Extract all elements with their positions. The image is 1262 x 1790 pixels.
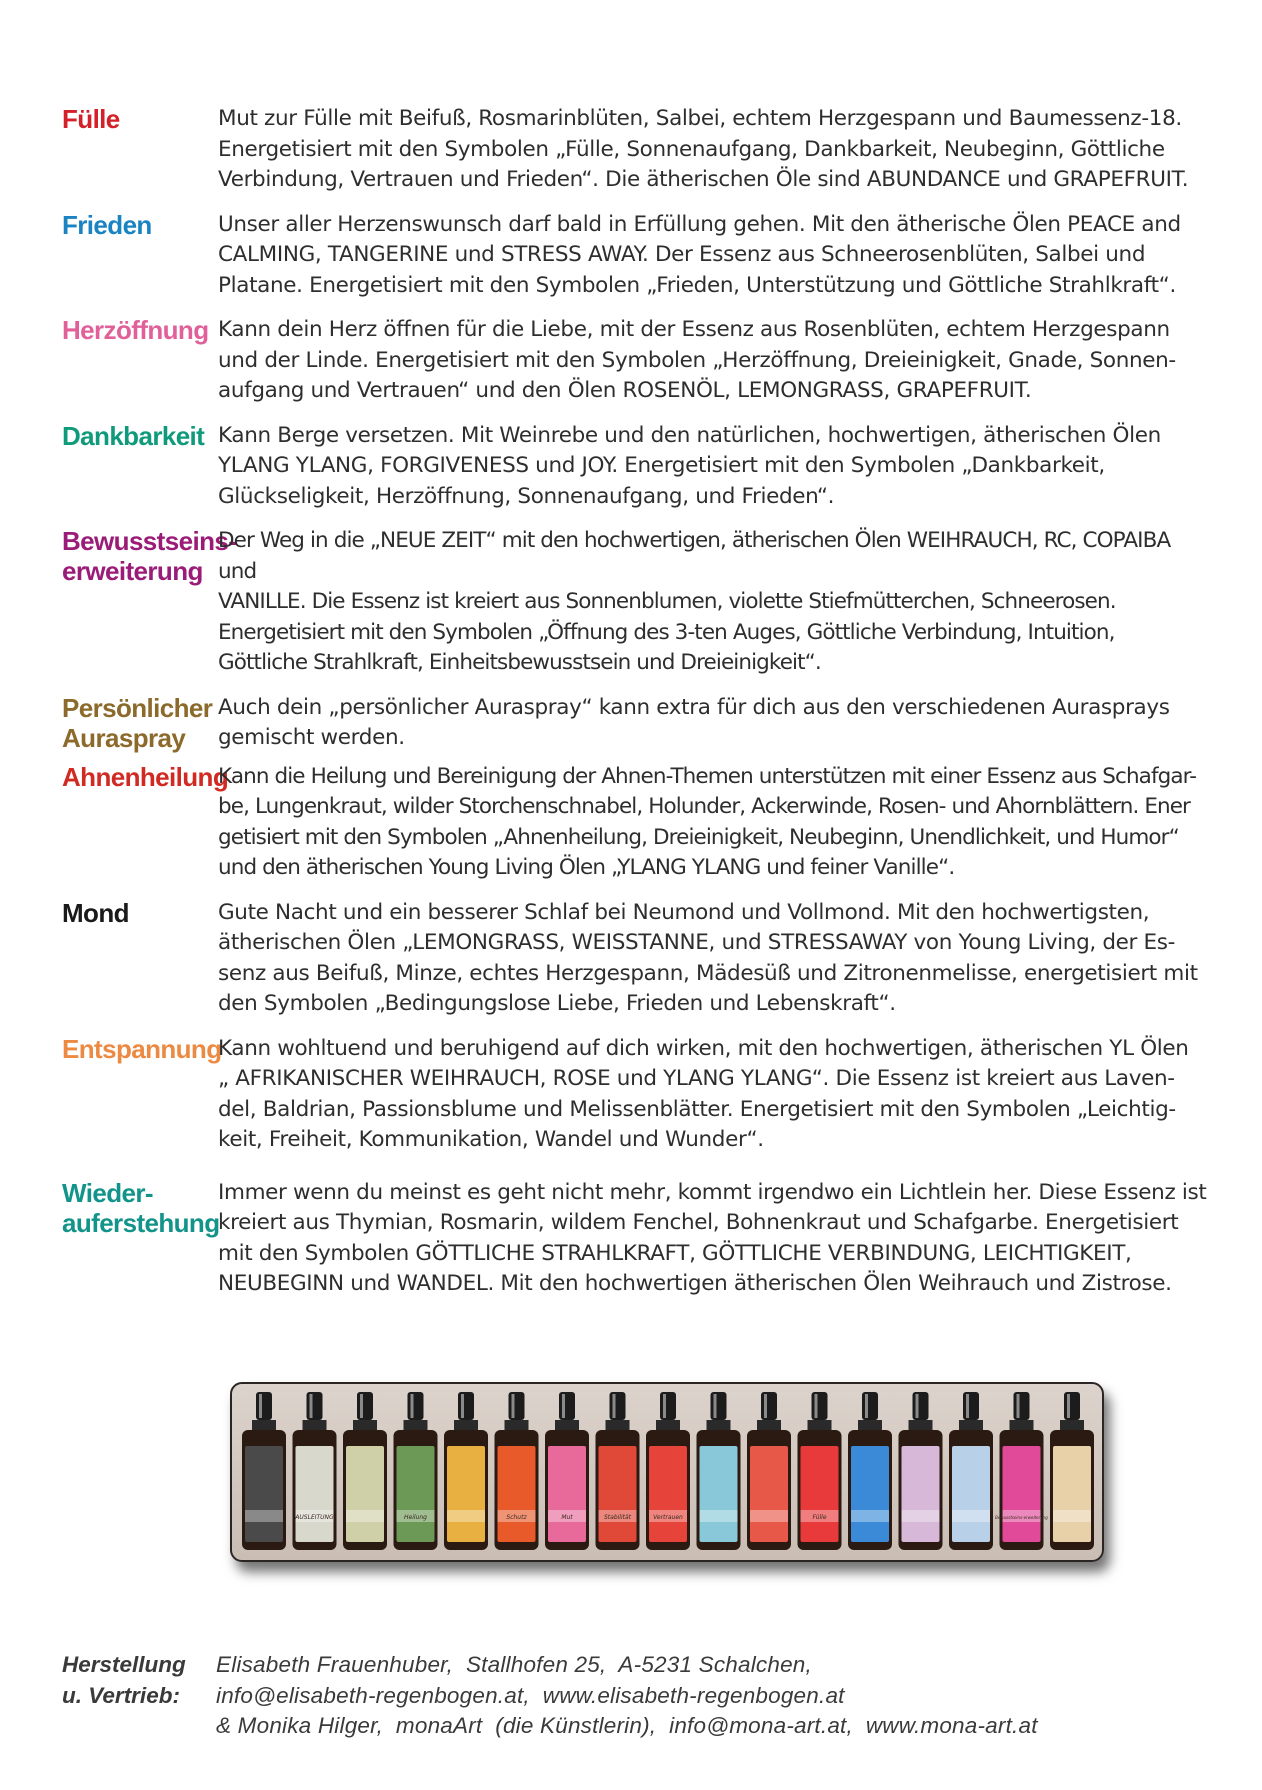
entry-description: Kann wohltuend und beruhigend auf dich wirken, mit den hochwertigen, ätherischen YL Ölen „ AFRIKANISCHER WEIHRAUCH, ROSE und YLANG YLANG“. Die Essenz ist kreiert aus Laven- del, Baldrian, Passionsblume und Melissenblätter. Energetisiert mit den Symbolen „Leichtig- keit, Freiheit, Kommunikation, Wandel und Wunder“. <box>218 1035 1189 1152</box>
entry-1 <box>62 210 1212 302</box>
bottle-label: Schutz <box>506 1514 527 1521</box>
bottle <box>848 1392 892 1550</box>
entry-term: Frieden <box>62 209 152 240</box>
bottle <box>1050 1392 1094 1550</box>
entry-description: Auch dein „persönlicher Auraspray“ kann extra für dich aus den verschiedenen Aurasprays gemischt werden. <box>218 694 1170 750</box>
bottle-label: Vertrauen <box>653 1514 683 1521</box>
entry-term: Bewusstseins- erweiterung <box>62 526 237 586</box>
bottle <box>798 1392 842 1550</box>
entry-6 <box>62 762 1212 884</box>
bottle <box>343 1392 387 1550</box>
entry-description: Kann die Heilung und Bereinigung der Ahnen-Themen unterstützen mit einer Essenz aus Schafgar- be, Lungenkraut, wilder Storchenschnabel, Holunder, Ackerwinde, Rosen- und Ahornblättern. Ener getisiert mit den Symbolen „Ahnenheilung, Dreieinigkeit, Neubeginn, Unendlichkeit, und Humor“ und den ätherischen Young Living Ölen „YLANG YLANG und feiner Vanille“. <box>218 763 1197 880</box>
bottles-photo <box>230 1382 1104 1562</box>
entry-description: Gute Nacht und ein besserer Schlaf bei Neumond und Vollmond. Mit den hochwertigsten, ätherischen Ölen „LEMONGRASS, WEISSTANNE, und STRESSAWAY von Young Living, der Es- senz aus Beifuß, Minze, echtes Herzgespann, Mädesüß und Zitronenmelisse, energetisiert mit den Symbolen „Bedingungslose Liebe, Frieden und Lebenskraft“. <box>218 899 1198 1016</box>
bottle <box>545 1392 589 1550</box>
entry-description: Kann Berge versetzen. Mit Weinrebe und den natürlichen, hochwertigen, ätherischen Ölen YLANG YLANG, FORGIVENESS und JOY. Energetisiert mit den Symbolen „Dankbarkeit, Glückseligkeit, Herzöffnung, Sonnenaufgang, und Frieden“. <box>218 422 1161 509</box>
entry-5 <box>62 693 1212 754</box>
entry-term: Persönlicher Auraspray <box>62 692 213 753</box>
entry-7 <box>62 898 1212 1020</box>
bottle <box>646 1392 690 1550</box>
footer-contact <box>216 1650 1038 1742</box>
entry-term: Dankbarkeit <box>62 420 205 451</box>
bottle-label: Fülle <box>812 1514 827 1521</box>
bottle <box>394 1392 438 1550</box>
footer-label: Herstellung u. Vertrieb: <box>62 1652 186 1708</box>
entry-description: Unser aller Herzenswunsch darf bald in Erfüllung gehen. Mit den ätherische Ölen PEACE and CALMING, TANGERINE und STRESS AWAY. Der Essenz aus Schneerosenblüten, Salbei und Platane. Energetisiert mit den Symbolen „Frieden, Unterstützung und Göttliche Strahlkraft“. <box>218 211 1181 298</box>
entry-description: Immer wenn du meinst es geht nicht mehr, kommt irgendwo ein Lichtlein her. Diese Essenz ist kreiert aus Thymian, Rosmarin, wildem Fenchel, Bohnenkraut und Schafgarbe. Energetisiert mit den Symbolen GÖTTLICHE STRAHLKRAFT, GÖTTLICHE VERBINDUNG, LEICHTIGKEIT, NEUBEGINN und WANDEL. Mit den hochwertigen ätherischen Ölen Weihrauch und Zistrose. <box>218 1179 1207 1296</box>
bottle <box>495 1392 539 1550</box>
bottle <box>949 1392 993 1550</box>
bottles-image <box>232 1384 1102 1560</box>
bottle <box>596 1392 640 1550</box>
bottle <box>995 1392 1048 1550</box>
bottle-label: Mut <box>561 1514 573 1521</box>
bottle <box>697 1392 741 1550</box>
bottle <box>293 1392 337 1550</box>
entry-description: Der Weg in die „NEUE ZEIT“ mit den hochwertigen, ätherischen Ölen WEIHRAUCH, RC, COPAIBA und VANILLE. Die Essenz ist kreiert aus Sonnenblumen, violette Stiefmütterchen, Schneerosen. Energetisiert mit den Symbolen „Öffnung des 3-ten Auges, Göttliche Verbindung, Intuition, Göttliche Strahlkraft, Einheitsbewusstsein und Dreieinigkeit“. <box>218 528 1171 675</box>
entry-term: Mond <box>62 897 129 928</box>
bottle <box>747 1392 791 1550</box>
bottle-label: Stabilität <box>603 1514 632 1521</box>
footer-line-link-monaart[interactable]: & Monika Hilger, monaArt (die Künstlerin), info@mona-art.at, www.mona-art.at <box>216 1713 1038 1738</box>
entry-3 <box>62 421 1212 513</box>
entry-9 <box>62 1178 1212 1300</box>
bottle-label: Heilung <box>404 1514 427 1521</box>
footer-line-link-elisabeth[interactable]: info@elisabeth-regenbogen.at, www.elisabeth-regenbogen.at <box>216 1682 845 1708</box>
entry-4 <box>62 526 1212 679</box>
bottle <box>899 1392 943 1550</box>
entry-0 <box>62 104 1212 196</box>
entry-term: Ahnenheilung <box>62 761 229 792</box>
bottle-label: Bewusstseins-erweiterung <box>995 1515 1048 1520</box>
footer <box>62 1650 1212 1742</box>
entry-term: Fülle <box>62 104 120 134</box>
bottle-label: AUSLEITUNG <box>295 1514 334 1521</box>
bottle <box>242 1392 286 1550</box>
entry-8 <box>62 1034 1212 1156</box>
bottle <box>444 1392 488 1550</box>
entry-description: Mut zur Fülle mit Beifuß, Rosmarinblüten, Salbei, echtem Herzgespann und Baumessenz-18. Energetisiert mit den Symbolen „Fülle, Sonnenaufgang, Dankbarkeit, Neubeginn, Göttliche Verbindung, Vertrauen und Frieden“. Die ätherischen Öle sind ABUNDANCE und GRAPEFRUIT. <box>218 106 1189 192</box>
aura-spray-list <box>62 104 1212 1300</box>
entry-term: Entspannung <box>62 1033 222 1064</box>
entry-term: Herzöffnung <box>62 315 209 345</box>
entry-description: Kann dein Herz öffnen für die Liebe, mit der Essenz aus Rosenblüten, echtem Herzgespann und der Linde. Energetisiert mit den Symbolen „Herzöffnung, Dreieinigkeit, Gnade, Sonnen- aufgang und Vertrauen“ und den Ölen ROSENÖL, LEMONGRASS, GRAPEFRUIT. <box>218 317 1176 403</box>
footer-line-address: Elisabeth Frauenhuber, Stallhofen 25, A-5231 Schalchen, <box>216 1652 812 1677</box>
entry-2 <box>62 315 1212 407</box>
entry-term: Wieder- auferstehung <box>62 1177 220 1238</box>
